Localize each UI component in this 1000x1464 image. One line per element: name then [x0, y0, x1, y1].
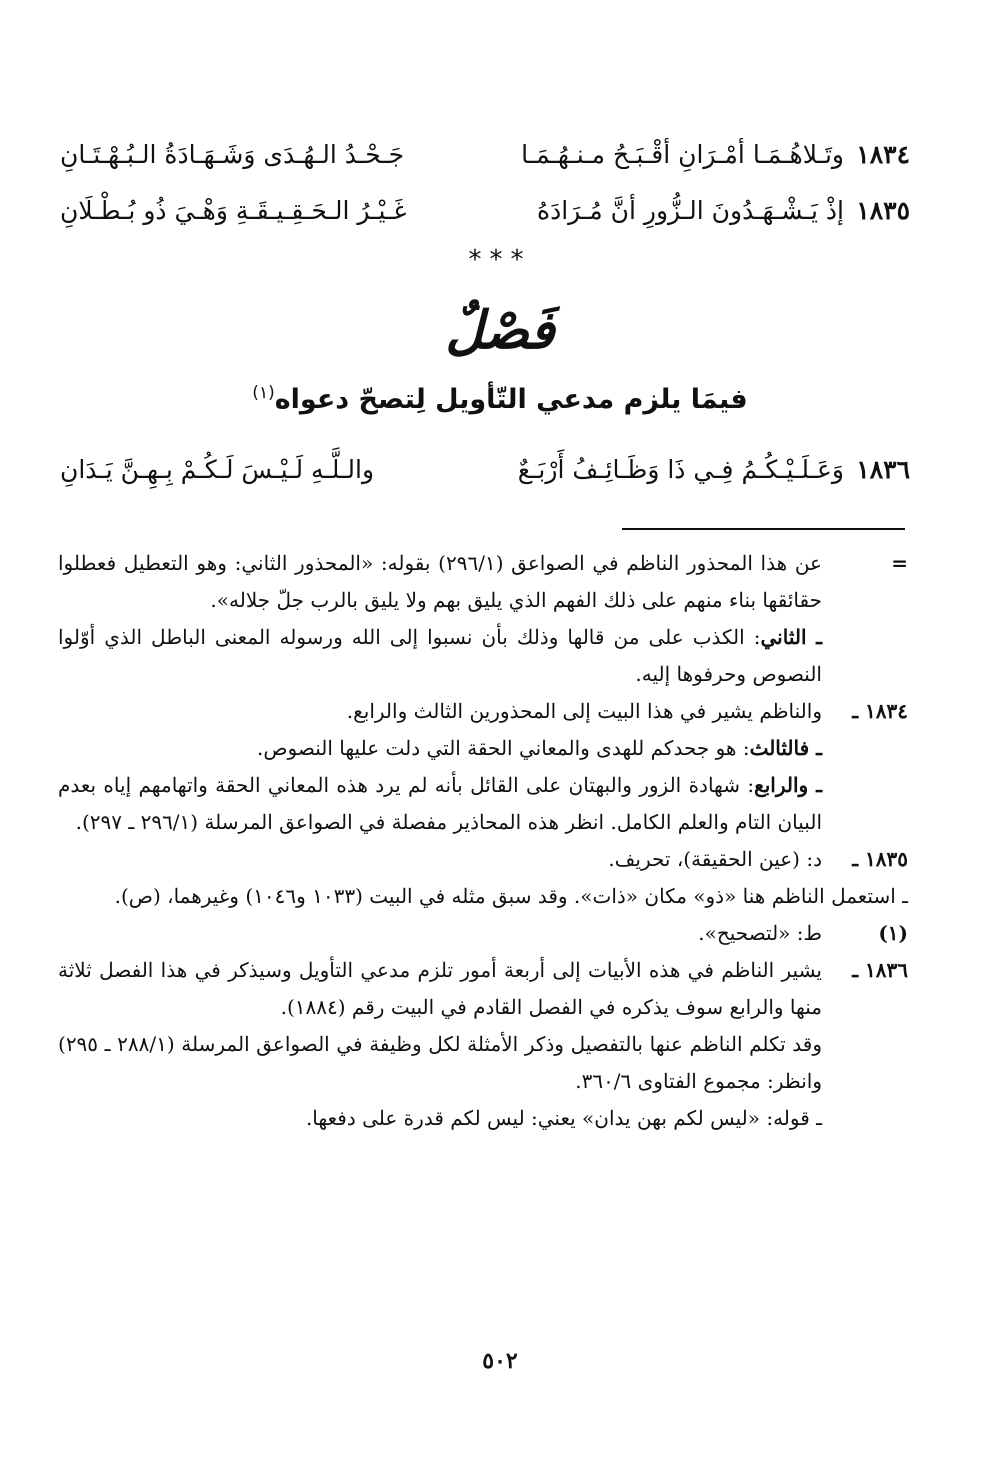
chapter-title: فَصْلٌ	[445, 300, 555, 361]
note-text: ـ الثاني: الكذب على من قالها وذلك بأن نسبوا إلى الله ورسوله المعنى الباطل الذي أوّلوا النصوص وحرفوها إليه.	[58, 625, 822, 686]
verse-second-hemistich: والـلَّـهِ لَـيْـسَ لَـكُـمْ بِـهِـنَّ يَـدَانِ	[60, 455, 375, 484]
subtitle-text: فيمَا يلزم مدعي التّأويل لِتصحّ دعواه	[274, 384, 748, 415]
note-text: د: (عين الحقيقة)، تحريف.	[608, 847, 822, 871]
note-explanation	[58, 1100, 908, 1137]
note-details	[58, 1026, 908, 1100]
note-number: =	[891, 551, 908, 575]
note-text: ط: «لتصحيح».	[698, 921, 822, 945]
note-number: ١٨٣٤ ـ	[852, 699, 908, 723]
verse-1836	[60, 448, 910, 492]
verse-number: ١٨٣٤	[856, 140, 910, 169]
note-text: ـ فالثالث: هو جحدكم للهدى والمعاني الحقة التي دلت عليها النصوص.	[256, 736, 822, 760]
note-fourth-hazard	[58, 767, 908, 841]
verse-1834	[60, 133, 910, 177]
note-usage	[58, 878, 908, 915]
footnote-divider	[622, 528, 905, 530]
page-number: ٥٠٢	[482, 1348, 518, 1374]
footnote-ref: (١)	[252, 383, 275, 403]
note-text: ـ استعمل الناظم هنا «ذو» مكان «ذات». وقد سبق مثله في البيت (١٠٣٣ و١٠٤٦) وغيرهما، (ص).	[114, 884, 908, 908]
note-lead: ـ الثاني	[760, 625, 822, 649]
verse-second-hemistich: غَـيْـرُ الـحَـقِـيـقَـةِ وَهْـيَ ذُو بُـطْـلَانِ	[60, 196, 407, 225]
note-continuation	[58, 545, 908, 619]
note-lead: ـ والرابع	[754, 773, 822, 797]
note-text: عن هذا المحذور الناظم في الصواعق (٢٩٦/١) بقوله: «المحذور الثاني: وهو التعطيل فعطلوا حقائقها بناء منهم على ذلك الفهم الذي يليق بهم ولا يليق بالرب جلّ جلاله».	[58, 551, 822, 612]
note-1836	[58, 952, 908, 1026]
note-1834	[58, 693, 908, 730]
verse-first-hemistich: وَعَـلَـيْـكُـمُ فِـي ذَا وَظَـائِـفُ أَرْبَـعٌ	[517, 455, 844, 484]
chapter-subtitle	[0, 383, 1000, 415]
verse-first-hemistich: وتَـلاهُـمَـا أمْـرَانِ أقْـبَـحُ مـنـهُـمَـا	[521, 140, 844, 169]
note-text: يشير الناظم في هذه الأبيات إلى أربعة أمور تلزم مدعي التأويل وسيذكر في هذا الفصل ثلاثة منها والرابع سوف يذكره في الفصل القادم في البيت رقم (١٨٨٤).	[58, 958, 822, 1019]
note-second-hazard	[58, 619, 908, 693]
footnotes	[58, 545, 908, 1137]
section-separator: ***	[468, 245, 532, 275]
verse-number: ١٨٣٦	[856, 455, 910, 484]
verse-1835	[60, 189, 910, 233]
note-third-hazard	[58, 730, 908, 767]
note-number: ١٨٣٥ ـ	[852, 847, 908, 871]
note-text: والناظم يشير في هذا البيت إلى المحذورين الثالث والرابع.	[346, 699, 822, 723]
footnote-1	[58, 915, 908, 952]
verse-second-hemistich: جَـحْـدُ الـهُـدَى وَشَـهَـادَةُ الـبُـهْـتَـانِ	[60, 140, 405, 169]
note-number: (١)	[878, 921, 908, 945]
note-text: ـ قوله: «ليس لكم بهن يدان» يعني: ليس لكم قدرة على دفعها.	[305, 1106, 822, 1130]
note-text: ـ والرابع: شهادة الزور والبهتان على القائل بأنه لم يرد هذه المعاني الحقة واتهامهم إياه بعدم البيان التام والعلم الكامل. انظر هذه المحاذير مفصلة في الصواعق المرسلة (٢٩٦/١ ـ ٢٩٧).	[58, 773, 822, 834]
note-1835	[58, 841, 908, 878]
verse-first-hemistich: إذْ يَـشْـهَـدُونَ الـزُّورِ أنَّ مُـرَادَهُ	[537, 196, 844, 225]
note-number: ١٨٣٦ ـ	[852, 958, 908, 982]
note-text: وقد تكلم الناظم عنها بالتفصيل وذكر الأمثلة لكل وظيفة في الصواعق المرسلة (٢٨٨/١ ـ ٢٩٥) وانظر: مجموع الفتاوى ٣٦٠/٦.	[58, 1032, 823, 1093]
verse-number: ١٨٣٥	[856, 196, 910, 225]
note-lead: ـ فالثالث	[749, 736, 822, 760]
